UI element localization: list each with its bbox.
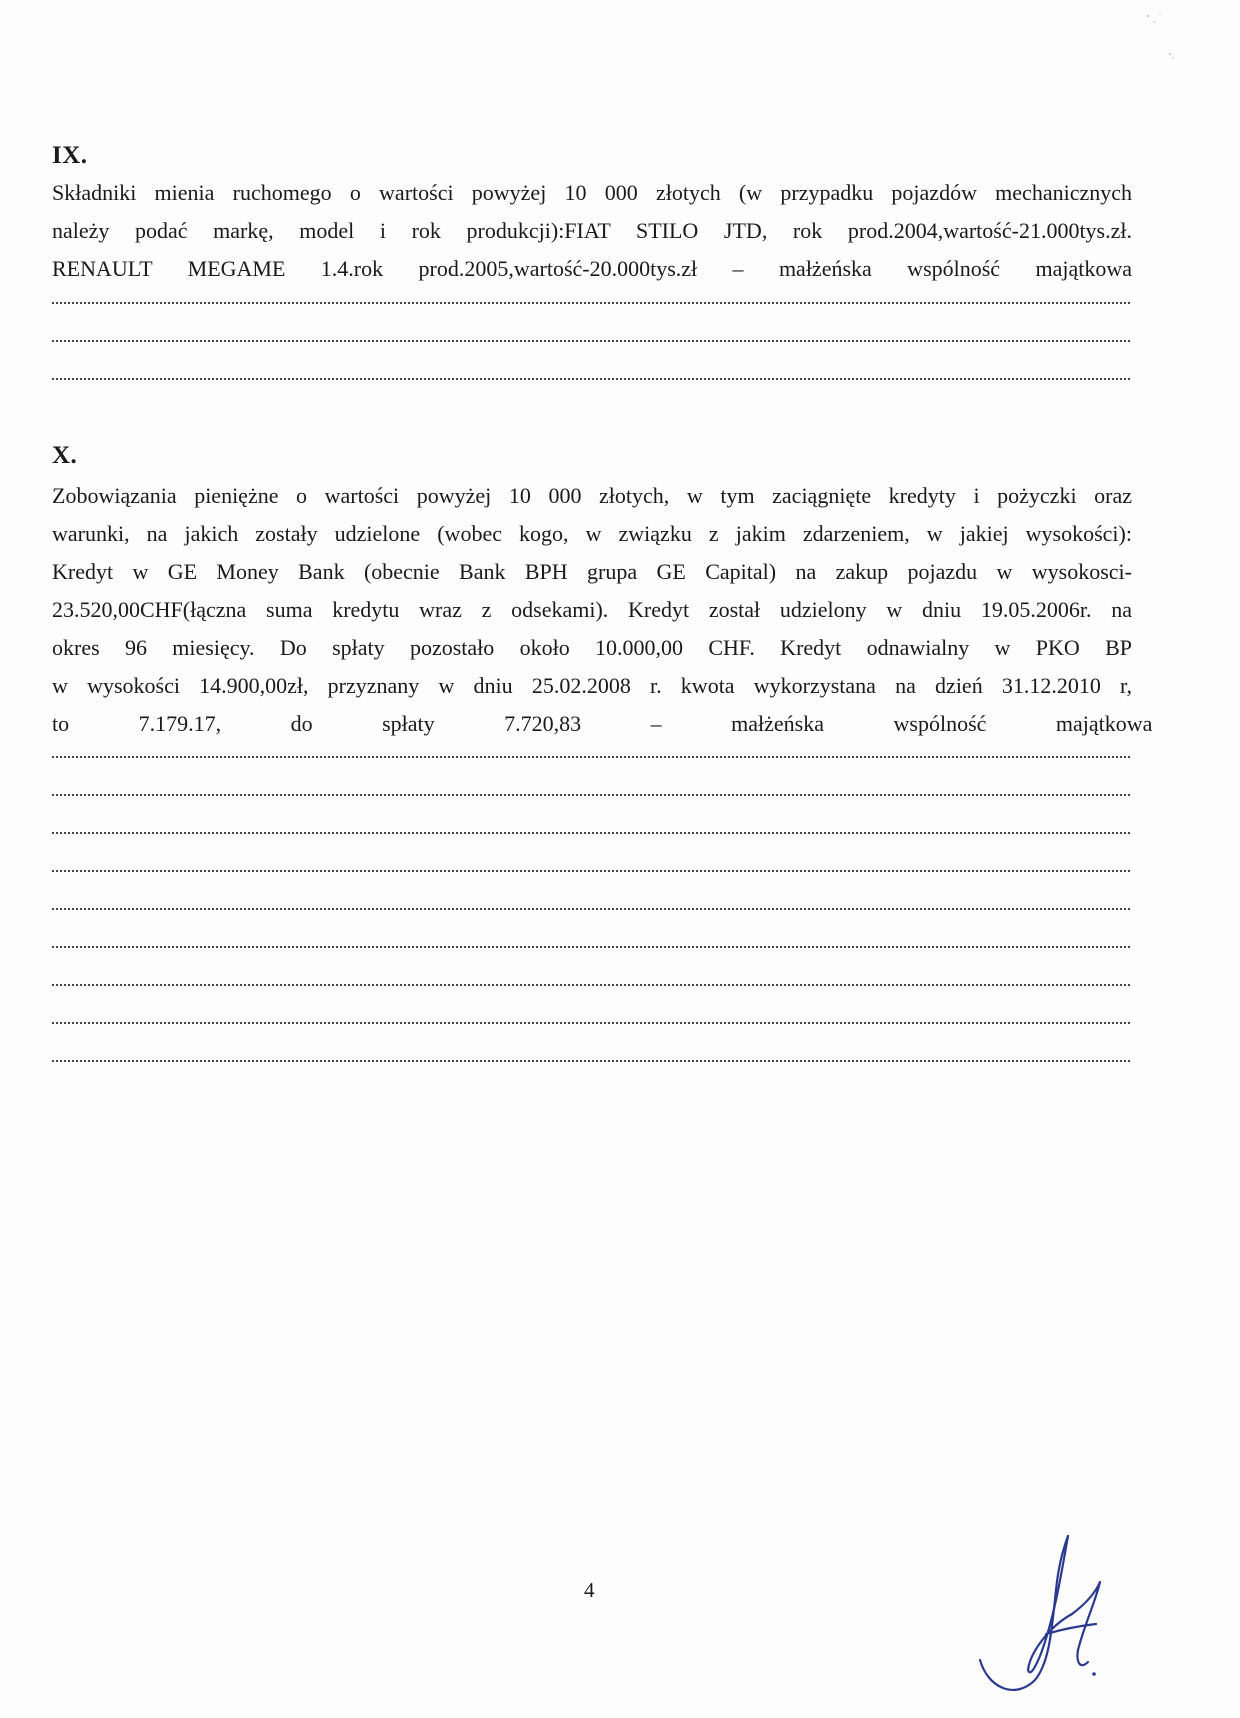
dotted-fill-line: [52, 944, 1130, 948]
section-x-line-5: okres 96 miesięcy. Do spłaty pozostało około 10.000,00 CHF. Kredyt odnawialny w PKO BP: [52, 635, 1132, 660]
dotted-fill-line: [52, 868, 1130, 872]
section-ix-line-1: Składniki mienia ruchomego o wartości powyżej 10 000 złotych (w przypadku pojazdów mechanicznych: [52, 180, 1132, 205]
section-x-heading: X.: [52, 442, 78, 469]
section-x-line-4: 23.520,00CHF(łączna suma kredytu wraz z odsekami). Kredyt został udzielony w dniu 19.05.2006r. na: [52, 597, 1132, 622]
dotted-fill-line: [52, 792, 1130, 796]
page-number: 4: [584, 1578, 595, 1602]
dotted-fill-line: [52, 300, 1130, 304]
section-x-line-1: Zobowiązania pieniężne o wartości powyżej 10 000 złotych, w tym zaciągnięte kredyty i pożyczki oraz: [52, 483, 1132, 508]
dotted-fill-line: [52, 906, 1130, 910]
dotted-fill-line: [52, 830, 1130, 834]
dotted-fill-line: [52, 338, 1130, 342]
dotted-fill-line: [52, 982, 1130, 986]
section-x-line-7: to 7.179.17, do spłaty 7.720,83 – małżeńska wspólność majątkowa: [52, 711, 1153, 736]
scan-artifact: [1140, 6, 1180, 66]
section-x-line-2: warunki, na jakich zostały udzielone (wobec kogo, w związku z jakim zdarzeniem, w jakiej wysokości):: [52, 521, 1132, 546]
section-ix-line-3: RENAULT MEGAME 1.4.rok prod.2005,wartość-20.000tys.zł – małżeńska wspólność majątkowa: [52, 256, 1132, 281]
dotted-fill-line: [52, 376, 1130, 380]
handwritten-signature: [960, 1530, 1130, 1710]
dotted-fill-line: [52, 754, 1130, 758]
dotted-fill-line: [52, 1020, 1130, 1024]
section-x-line-3: Kredyt w GE Money Bank (obecnie Bank BPH grupa GE Capital) na zakup pojazdu w wysokosci-: [52, 559, 1132, 584]
dotted-fill-line: [52, 1058, 1130, 1062]
section-ix-heading: IX.: [52, 142, 88, 169]
section-x-line-6: w wysokości 14.900,00zł, przyznany w dniu 25.02.2008 r. kwota wykorzystana na dzień 31.12.2010 r,: [52, 673, 1132, 698]
section-ix-line-2: należy podać markę, model i rok produkcji):FIAT STILO JTD, rok prod.2004,wartość-21.000tys.zł.: [52, 218, 1132, 243]
